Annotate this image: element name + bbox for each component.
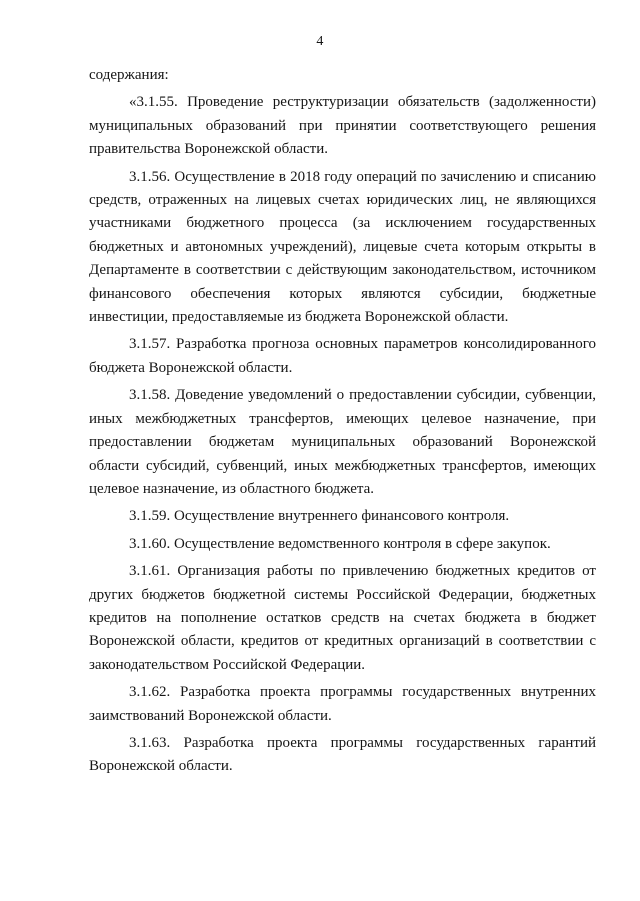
- paragraph-3-1-60: 3.1.60. Осуществление ведомственного контроля в сфере закупок.: [129, 535, 551, 552]
- paragraph-continuation: содержания:: [89, 67, 169, 83]
- paragraph-3-1-55: «3.1.55. Проведение реструктуризации обязательств (задолженности) муниципальных образований при принятии соответствующего решения правительства Воронежской области.: [89, 94, 596, 158]
- paragraph-3-1-59: 3.1.59. Осуществление внутреннего финансового контроля.: [129, 508, 510, 525]
- paragraph-3-1-56: 3.1.56. Осуществление в 2018 году операций по зачислению и списанию средств, отраженных на лицевых счетах юридических лиц, не являющихся участниками бюджетного процесса (за исключением государственных бюджетных и автономных учреждений), лицевые счета которым открыты в Департаменте в соответствии с действующим законодательством, источником финансового обеспечения которых являются субсидии, бюджетные инвестиции, предоставляемые из бюджета Воронежской области.: [89, 168, 596, 326]
- paragraph-3-1-62: 3.1.62. Разработка проекта программы государственных внутренних заимствований Воронежской области.: [89, 684, 596, 724]
- paragraph-3-1-57: 3.1.57. Разработка прогноза основных параметров консолидированного бюджета Воронежской области.: [89, 336, 596, 376]
- paragraph-3-1-63: 3.1.63. Разработка проекта программы государственных гарантий Воронежской области.: [89, 734, 596, 775]
- page-number: 4: [316, 34, 324, 49]
- document-body: [89, 64, 596, 783]
- paragraph-3-1-58: 3.1.58. Доведение уведомлений о предоставлении субсидии, субвенции, иных межбюджетных трансфертов, имеющих целевое назначение, при предоставлении бюджетам муниципальных образований Воронежской области субсидий, субвенций, иных межбюджетных трансфертов, имеющих целевое назначение, из областного бюджета.: [89, 387, 596, 497]
- paragraph-3-1-61: 3.1.61. Организация работы по привлечению бюджетных кредитов от других бюджетов бюджетной системы Российской Федерации, бюджетных кредитов на пополнение остатков средств на счетах бюджета в бюджет Воронежской области, кредитов от кредитных организаций в соответствии с законодательством Российской Федерации.: [89, 563, 596, 673]
